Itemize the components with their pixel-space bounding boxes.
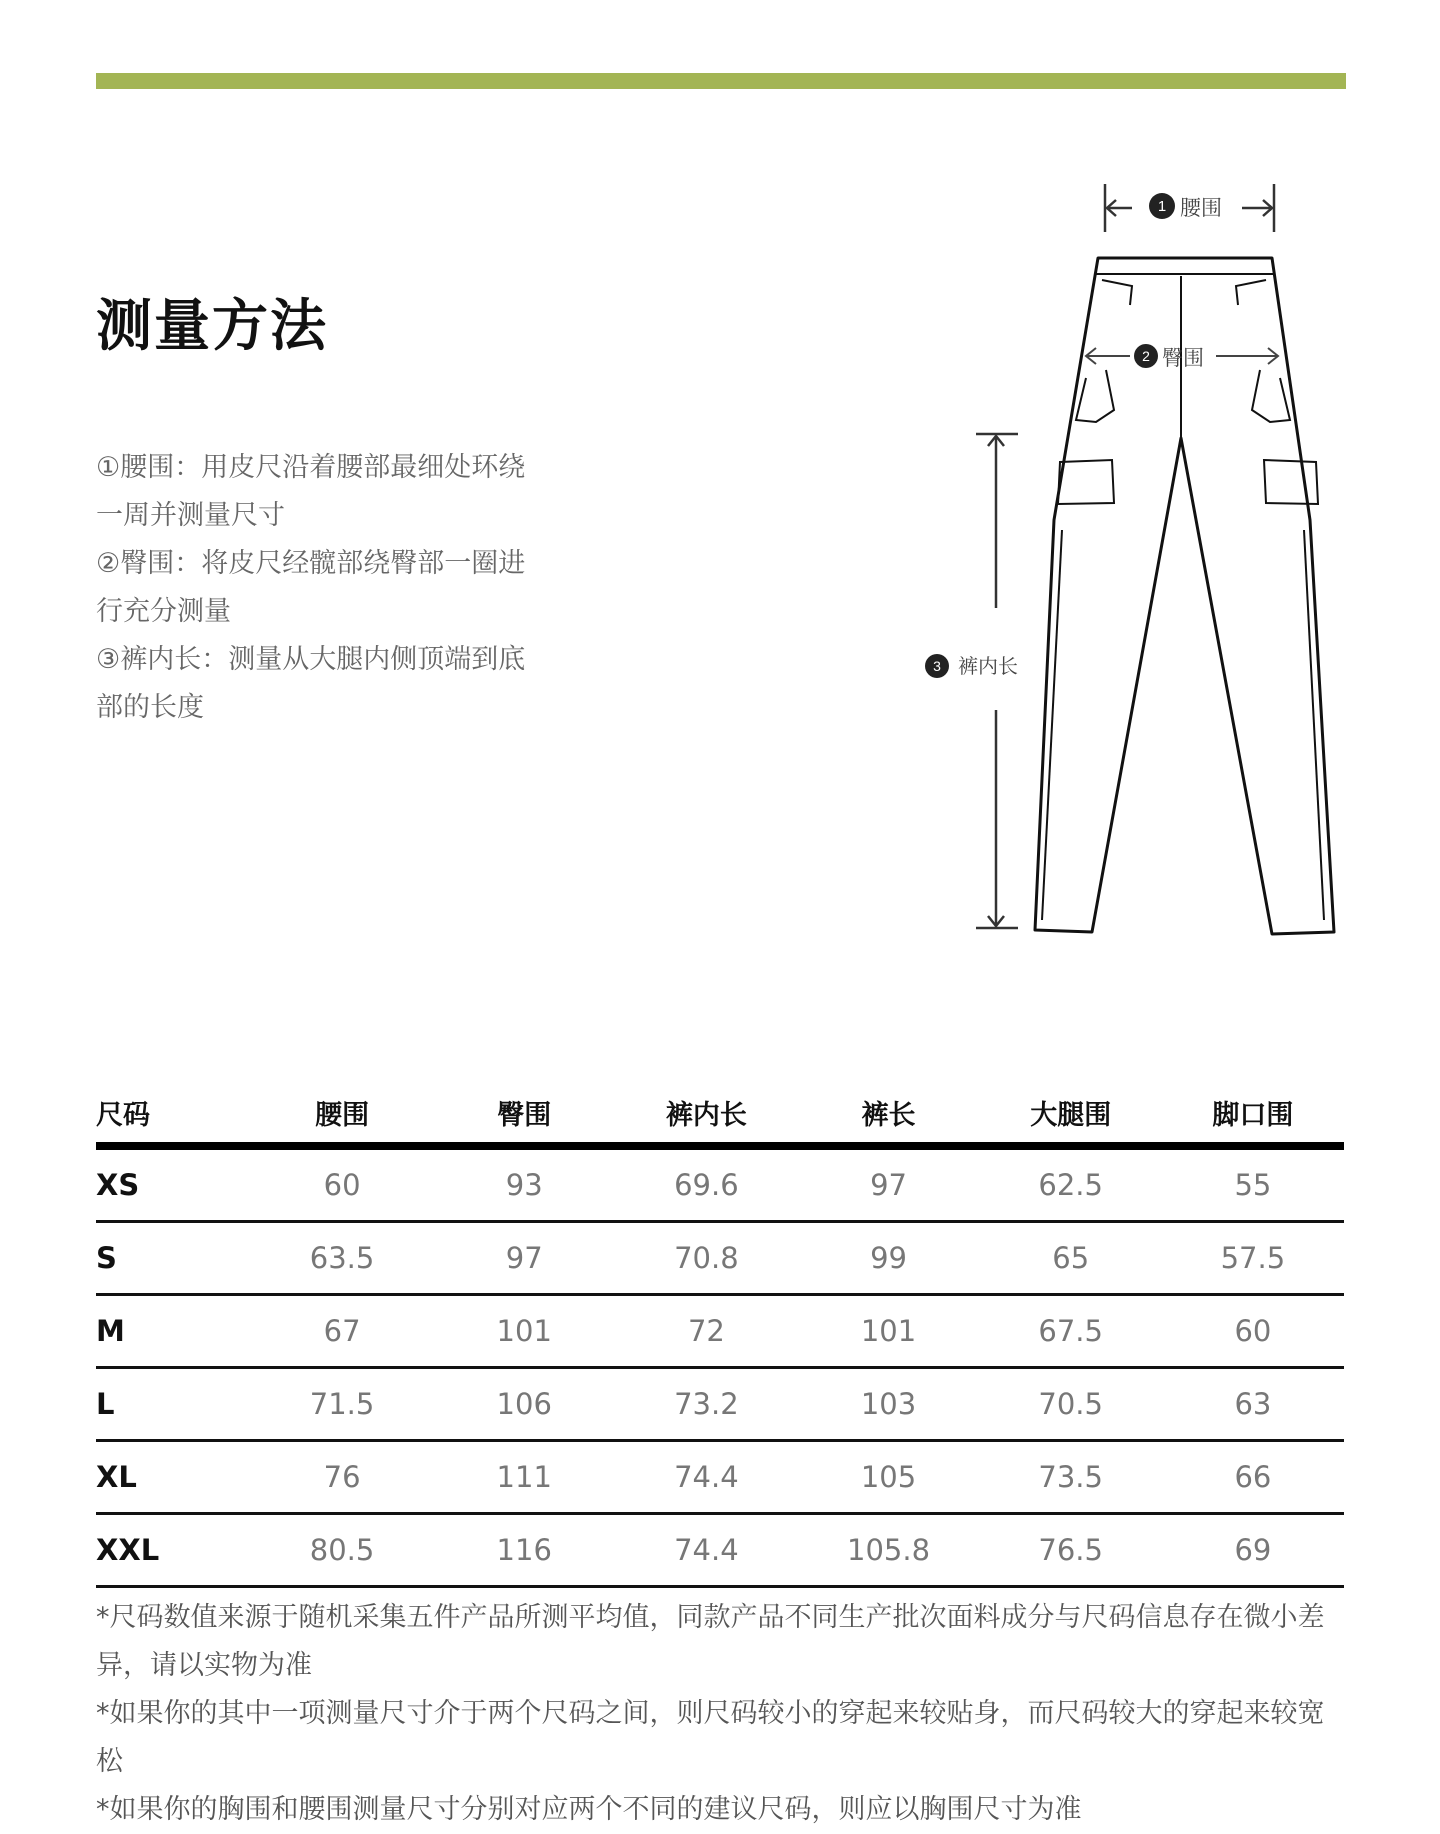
table-cell: 70.5	[980, 1368, 1162, 1441]
table-cell: 65	[980, 1222, 1162, 1295]
waist-label: 腰围	[1180, 196, 1222, 220]
table-cell: 73.5	[980, 1441, 1162, 1514]
table-cell: 74.4	[615, 1514, 797, 1587]
table-cell: 101	[433, 1295, 615, 1368]
note-chest-priority: *如果你的胸围和腰围测量尺寸分别对应两个不同的建议尺码，则应以胸围尺寸为准	[96, 1794, 1082, 1825]
table-cell: 74.4	[615, 1441, 797, 1514]
table-cell: S	[96, 1222, 251, 1295]
note-data-source: *尺码数值来源于随机采集五件产品所测平均值，同款产品不同生产批次面料成分与尺码信息存在微小差异，请以实物为准	[96, 1602, 1325, 1681]
hip-label: 臀围	[1162, 346, 1204, 370]
table-cell: 63	[1162, 1368, 1344, 1441]
header-thigh: 大腿围	[980, 1082, 1162, 1146]
header-waist: 腰围	[251, 1082, 433, 1146]
accent-bar	[96, 73, 1346, 89]
table-cell: 69	[1162, 1514, 1344, 1587]
table-row	[96, 1368, 1344, 1441]
table-cell: 73.2	[615, 1368, 797, 1441]
size-notes	[96, 1594, 1346, 1834]
table-cell: 101	[797, 1295, 979, 1368]
page-title: 测量方法	[96, 294, 328, 359]
size-chart-table	[96, 1082, 1344, 1588]
inseam-number: 3	[933, 658, 941, 674]
table-cell: 80.5	[251, 1514, 433, 1587]
hip-number: 2	[1142, 348, 1150, 364]
note-between-sizes: *如果你的其中一项测量尺寸介于两个尺码之间，则尺码较小的穿起来较贴身，而尺码较大的穿起来较宽松	[96, 1698, 1325, 1777]
table-cell: 103	[797, 1368, 979, 1441]
table-cell: 69.6	[615, 1146, 797, 1222]
table-cell: 116	[433, 1514, 615, 1587]
table-cell: 106	[433, 1368, 615, 1441]
method-inseam: ③裤内长：测量从大腿内侧顶端到底部的长度	[96, 644, 526, 723]
table-cell: 97	[797, 1146, 979, 1222]
header-size: 尺码	[96, 1082, 251, 1146]
table-cell: L	[96, 1368, 251, 1441]
pants-diagram	[900, 170, 1380, 970]
table-cell: 67	[251, 1295, 433, 1368]
table-cell: 57.5	[1162, 1222, 1344, 1295]
method-waist: ①腰围：用皮尺沿着腰部最细处环绕一周并测量尺寸	[96, 452, 526, 531]
pants-illustration	[900, 170, 1380, 970]
table-cell: 97	[433, 1222, 615, 1295]
table-cell: 63.5	[251, 1222, 433, 1295]
header-hip: 臀围	[433, 1082, 615, 1146]
waist-number: 1	[1157, 198, 1167, 215]
table-cell: 67.5	[980, 1295, 1162, 1368]
header-leg-opening: 脚口围	[1162, 1082, 1344, 1146]
table-row	[96, 1146, 1344, 1222]
header-pants-length: 裤长	[797, 1082, 979, 1146]
table-cell: 76	[251, 1441, 433, 1514]
measurement-methods	[96, 444, 546, 732]
table-cell: 72	[615, 1295, 797, 1368]
inseam-label: 裤内长	[958, 654, 1018, 678]
table-cell: XS	[96, 1146, 251, 1222]
table-header-row	[96, 1082, 1344, 1146]
table-cell: XL	[96, 1441, 251, 1514]
table-cell: XXL	[96, 1514, 251, 1587]
table-cell: M	[96, 1295, 251, 1368]
table-cell: 55	[1162, 1146, 1344, 1222]
table-cell: 93	[433, 1146, 615, 1222]
table-cell: 71.5	[251, 1368, 433, 1441]
table-cell: 105	[797, 1441, 979, 1514]
table-row	[96, 1222, 1344, 1295]
table-cell: 60	[1162, 1295, 1344, 1368]
table-row	[96, 1514, 1344, 1587]
table-cell: 76.5	[980, 1514, 1162, 1587]
table-cell: 62.5	[980, 1146, 1162, 1222]
table-cell: 105.8	[797, 1514, 979, 1587]
header-inseam: 裤内长	[615, 1082, 797, 1146]
table-cell: 99	[797, 1222, 979, 1295]
table-cell: 60	[251, 1146, 433, 1222]
table-row	[96, 1441, 1344, 1514]
method-hip: ②臀围：将皮尺经髋部绕臀部一圈进行充分测量	[96, 548, 526, 627]
table-cell: 111	[433, 1441, 615, 1514]
inseam-measure	[976, 434, 1018, 928]
table-cell: 66	[1162, 1441, 1344, 1514]
table-row	[96, 1295, 1344, 1368]
table-cell: 70.8	[615, 1222, 797, 1295]
